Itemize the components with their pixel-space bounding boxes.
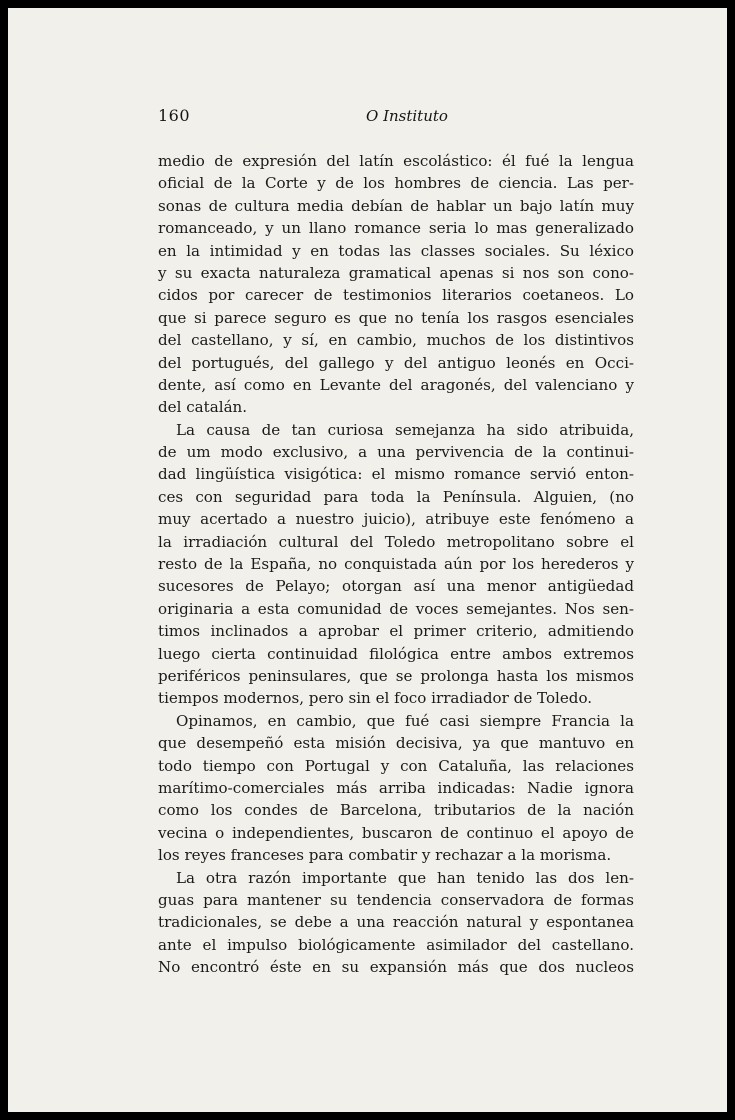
text-line: resto de la España, no conquistada aún por los herederos y xyxy=(158,555,634,574)
text-line: medio de expresión del latín escolástico: él fué la lengua xyxy=(158,152,634,170)
page-header xyxy=(158,106,640,132)
text-line: Opinamos, en cambio, que fué casi siempre Francia la xyxy=(176,711,634,730)
text-line: en la intimidad y en todas las classes sociales. Su léxico xyxy=(158,241,634,260)
text-line: la irradiación cultural del Toledo metropolitano sobre el xyxy=(158,532,634,551)
text-line: ante el impulso biológicamente asimilador del castellano. xyxy=(158,935,634,954)
text-line: que desempeñó esta misión decisiva, ya que mantuvo en xyxy=(158,734,634,753)
text-line: guas para mantener su tendencia conservadora de formas xyxy=(158,890,634,909)
text-line: los reyes franceses para combatir y rechazar a la morisma. xyxy=(158,846,612,865)
body-text xyxy=(158,150,634,978)
text-line: timos inclinados a aprobar el primer criterio, admitiendo xyxy=(158,622,634,641)
text-line: dad lingüística visigótica: el mismo romance servió enton- xyxy=(158,465,634,484)
text-line: tiempos modernos, pero sin el foco irradiador de Toledo. xyxy=(158,689,593,708)
running-title: O Instituto xyxy=(366,107,448,125)
text-line: muy acertado a nuestro juicio), atribuye este fenómeno a xyxy=(158,510,634,529)
text-line: oficial de la Corte y de los hombres de ciencia. Las per- xyxy=(158,174,634,193)
text-line: como los condes de Barcelona, tributarios de la nación xyxy=(158,801,634,820)
text-line: cidos por carecer de testimonios literarios coetaneos. Lo xyxy=(158,286,634,305)
text-line: periféricos peninsulares, que se prolonga hasta los mismos xyxy=(158,666,634,685)
text-line: vecina o independientes, buscaron de continuo el apoyo de xyxy=(158,823,634,842)
paragraph xyxy=(158,710,634,867)
text-line: La otra razón importante que han tenido las dos len- xyxy=(176,868,634,887)
paragraph xyxy=(158,150,634,419)
text-line: originaria a esta comunidad de voces semejantes. Nos sen- xyxy=(158,599,634,618)
text-line: y su exacta naturaleza gramatical apenas si nos son cono- xyxy=(158,263,634,282)
text-line: del castellano, y sí, en cambio, muchos de los distintivos xyxy=(158,331,634,350)
text-line: ces con seguridad para toda la Península. Alguien, (no xyxy=(158,487,634,506)
text-line: que si parece seguro es que no tenía los rasgos esenciales xyxy=(158,308,634,327)
text-line: del portugués, del gallego y del antiguo leonés en Occi- xyxy=(158,353,634,372)
text-line: sonas de cultura media debían de hablar un bajo latín muy xyxy=(158,196,634,215)
text-line: luego cierta continuidad filológica entre ambos extremos xyxy=(158,644,634,663)
text-line: marítimo-comerciales más arriba indicadas: Nadie ignora xyxy=(158,778,634,797)
text-line: de um modo exclusivo, a una pervivencia de la continui- xyxy=(158,443,634,462)
text-line: sucesores de Pelayo; otorgan así una menor antigüedad xyxy=(158,577,634,596)
text-line: romanceado, y un llano romance seria lo mas generalizado xyxy=(158,219,634,238)
text-line: tradicionales, se debe a una reacción natural y espontanea xyxy=(158,913,634,932)
text-line: del catalán. xyxy=(158,398,248,417)
text-line: dente, así como en Levante del aragonés, del valenciano y xyxy=(158,375,634,394)
paragraph xyxy=(158,419,634,710)
book-page xyxy=(8,8,727,1112)
paragraph xyxy=(158,867,634,979)
page-number: 160 xyxy=(158,106,191,125)
text-line: La causa de tan curiosa semejanza ha sido atribuida, xyxy=(176,420,634,439)
text-line: No encontró éste en su expansión más que dos nucleos xyxy=(158,958,634,977)
text-line: todo tiempo con Portugal y con Cataluña, las relaciones xyxy=(158,756,634,775)
